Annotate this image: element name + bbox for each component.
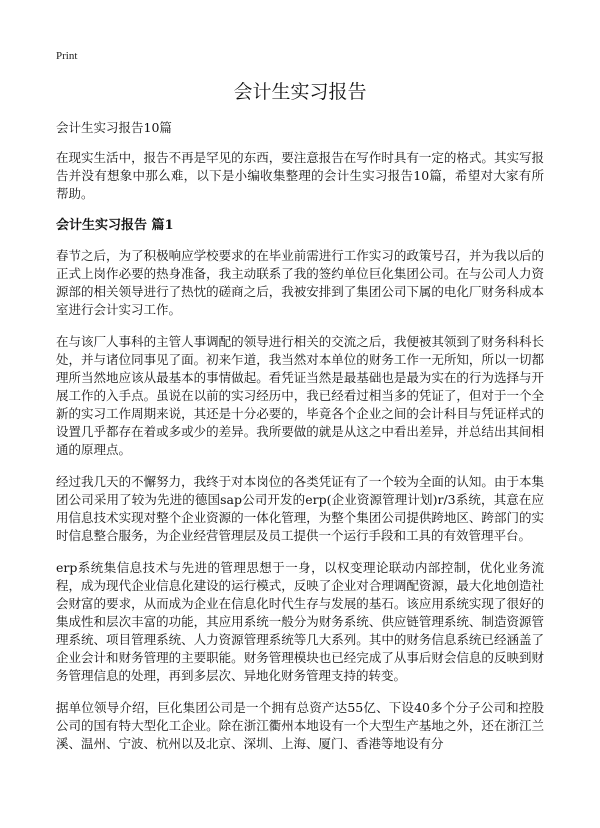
- intro-paragraph: 在现实生活中，报告不再是罕见的东西，要注意报告在写作时具有一定的格式。其实写报告并没有想象中那么难，以下是小编收集整理的会计生实习报告10篇，希望对大家有所帮助。: [56, 150, 544, 201]
- section-heading: 会计生实习报告 篇1: [56, 218, 174, 233]
- body-paragraph: 春节之后，为了积极响应学校要求的在毕业前需进行工作实习的政策号召，并为我以后的正式上岗作必要的热身准备，我主动联系了我的签约单位巨化集团公司。在与公司人力资源部的相关领导进行了热忱的磋商之后，我被安排到了集团公司下属的电化厂财务科成本室进行会计实习工作。: [56, 248, 544, 317]
- document-body: [56, 119, 544, 767]
- document-subtitle: 会计生实习报告10篇: [56, 120, 172, 135]
- print-label: Print: [56, 50, 78, 62]
- document-title: 会计生实习报告: [233, 81, 367, 103]
- body-paragraph: erp系统集信息技术与先进的管理思想于一身，以权变理论联动内部控制，优化业务流程，成为现代企业信息化建设的运行模式，反映了企业对合理调配资源，最大化地创造社会财富的要求，从而成为企业在信息化时代生存与发展的基石。该应用系统实现了很好的集成性和层次丰富的功能，其应用系统一般分为财务系统、供应链管理系统、制造资源管理系统、项目管理系统、人力资源管理系统等几大系列。其中的财务信息系统已经涵盖了企业会计和财务管理的主要职能。财务管理模块也已经完成了从事后财会信息的反映到财务管理信息的处理，再到多层次、异地化财务管理支持的转变。: [56, 560, 544, 683]
- body-paragraph: 据单位领导介绍，巨化集团公司是一个拥有总资产达55亿、下设40多个分子公司和控股公司的国有特大型化工企业。除在浙江衢州本地设有一个大型生产基地之外，还在浙江兰溪、温州、宁波、杭州以及北京、深圳、上海、厦门、香港等地设有分: [56, 700, 544, 751]
- body-paragraph: 经过我几天的不懈努力，我终于对本岗位的各类凭证有了一个较为全面的认知。由于本集团公司采用了较为先进的德国sap公司开发的erp(企业资源管理计划)r/3系统，其意在应用信息技术实现对整个企业资源的一体化管理，为整个集团公司提供跨地区、跨部门的实时信息整合服务，为企业经营管理层及员工提供一个运行手段和工具的有效管理平台。: [56, 474, 544, 543]
- body-paragraph: 在与该厂人事科的主管人事调配的领导进行相关的交流之后，我便被其领到了财务科科长处，并与诸位同事见了面。初来乍道，我当然对本单位的财务工作一无所知，所以一切都理所当然地应该从最基本的事情做起。看凭证当然是最基础也是最为实在的行为选择与开展工作的入手点。虽说在以前的实习经历中，我已经看过相当多的凭证了，但对于一个全新的实习工作周期来说，其还是十分必要的，毕竟各个企业之间的会计科目与凭证样式的设置几乎都存在着或多或少的差异。我所要做的就是从这之中看出差异，并总结出其间相通的原理点。: [56, 334, 544, 457]
